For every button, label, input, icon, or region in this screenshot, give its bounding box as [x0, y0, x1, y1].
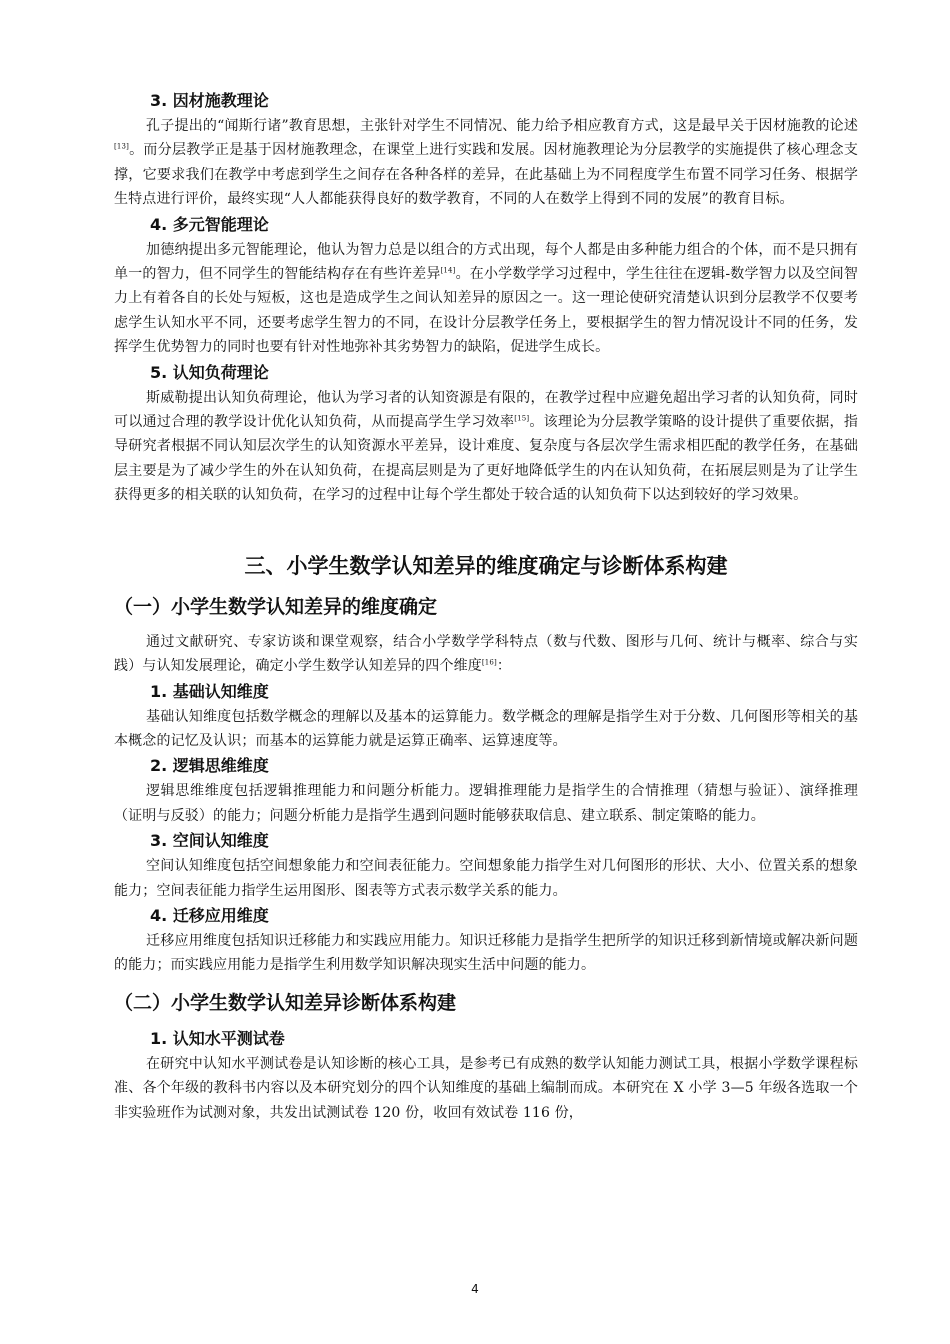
subsection-title-1: （一）小学生数学认知差异的维度确定	[114, 595, 438, 618]
dimension-text-4: 迁移应用维度包括知识迁移能力和实践应用能力。知识迁移能力是指学生把所学的知识迁移到新情境或解决新问题的能力；而实践应用能力是指学生利用数学知识解决现实生活中问题的能力。	[114, 932, 858, 974]
paragraph-5-text-a: 斯威勒提出认知负荷理论，他认为学习者的认知资源是有限的，在教学过程中应避免超出学习者的认知负荷，同时可以通过合理的教学设计优化认知负荷，从而提高学生学习效率	[114, 389, 858, 431]
paragraph-4-text-b: 。在小学数学学习过程中，学生往往在逻辑-数学智力以及空间智力上有着各自的长处与短板，这也是造成学生之间认知差异的原因之一。这一理论使研究清楚认识到分层教学不仅要考虑学生认知水平不同，还要考虑学生智力的不同，在设计分层教学任务上，要根据学生的智力情况设计不同的任务，发挥学生优势智力的同时也要有针对性地弥补其劣势智力的缺陷，促进学生成长。	[114, 266, 858, 356]
subsection-title-2: （二）小学生数学认知差异诊断体系构建	[114, 991, 457, 1014]
dimension-text-3: 空间认知维度包括空间想象能力和空间表征能力。空间想象能力指学生对几何图形的形状、大小、位置关系的想象能力；空间表征能力指学生运用图形、图表等方式表示数学关系的能力。	[114, 858, 858, 899]
dimension-heading-2: 2. 逻辑思维维度	[150, 756, 269, 776]
dimension-heading-3: 3. 空间认知维度	[150, 831, 269, 851]
dimensions-intro	[114, 630, 858, 679]
paragraph-5-text-b: 。该理论为分层教学策略的设计提供了重要依据，指导研究者根据不同认知层次学生的认知资源水平差异，设计难度、复杂度与各层次学生需求相匹配的教学任务，在基础层主要是为了减少学生的外在认知负荷，在提高层则是为了更好地降低学生的内在认知负荷，在拓展层则是为了让学生获得更多的相关联的认知负荷，在学习的过程中让每个学生都处于较合适的认知负荷下以达到较好的学习效果。	[114, 414, 859, 504]
paragraph-4	[114, 238, 858, 360]
section-heading-5: 5. 认知负荷理论	[150, 362, 269, 382]
paper-page	[114, 88, 858, 1125]
paragraph-5	[114, 386, 858, 508]
test-paper-heading: 1. 认知水平测试卷	[150, 1028, 285, 1048]
citation-14: [14]	[440, 266, 456, 275]
paragraph-3	[114, 114, 858, 212]
test-paper-text: 在研究中认知水平测试卷是认知诊断的核心工具，是参考已有成熟的数学认知能力测试工具，根据小学数学课程标准、各个年级的教科书内容以及本研究划分的四个认知维度的基础上编制而成。本研究在 X 小学 3—5 年级各选取一个非实验班作为试测对象，共发出试测试卷 120 份，收回有效试卷 116 份，	[114, 1055, 858, 1121]
dimensions-intro-text: 通过文献研究、专家访谈和课堂观察，结合小学数学学科特点（数与代数、图形与几何、统计与概率、综合与实践）与认知发展理论，确定小学生数学认知差异的四个维度	[114, 633, 858, 675]
chapter-title: 三、小学生数学认知差异的维度确定与诊断体系构建	[244, 553, 728, 578]
citation-13: [13]	[114, 142, 129, 151]
paragraph-4-text-a: 加德纳提出多元智能理论，他认为智力总是以组合的方式出现，每个人都是由多种能力组合的个体，而不是只拥有单一的智力，但不同学生的智能结构存在有些许差异	[114, 241, 858, 283]
paragraph-3-text-b: 。而分层教学正是基于因材施教理念，在课堂上进行实践和发展。因材施教理论为分层教学的实施提供了核心理念支撑，它要求我们在教学中考虑到学生之间存在各种各样的差异，在此基础上为不同程度学生布置不同学习任务、根据学生特点进行评价，最终实现“人人都能获得良好的数学教育，不同的人在数学上得到不同的发展”的教育目标。	[114, 142, 858, 208]
section-heading-3: 3. 因材施教理论	[150, 91, 269, 110]
dimensions-intro-colon: ：	[496, 658, 512, 675]
dimension-text-1: 基础认知维度包括数学概念的理解以及基本的运算能力。数学概念的理解是指学生对于分数、几何图形等相关的基本概念的记忆及认识；而基本的运算能力就是运算正确率、运算速度等。	[114, 708, 858, 749]
dimension-heading-4: 4. 迁移应用维度	[150, 905, 269, 925]
dimension-heading-1: 1. 基础认知维度	[150, 681, 269, 701]
dimension-text-2: 逻辑思维维度包括逻辑推理能力和问题分析能力。逻辑推理能力是指学生的合情推理（猜想与验证）、演绎推理（证明与反驳）的能力；问题分析能力是指学生遇到问题时能够获取信息、建立联系、制定策略的能力。	[114, 783, 858, 824]
paragraph-3-text-a: 孔子提出的“闻斯行诸”教育思想，主张针对学生不同情况、能力给予相应教育方式，这是最早关于因材施教的论述	[146, 118, 858, 134]
citation-15: [15]	[514, 414, 530, 423]
citation-16: [16]	[481, 658, 497, 667]
page-number: 4	[471, 1282, 479, 1296]
section-heading-4: 4. 多元智能理论	[150, 214, 269, 234]
